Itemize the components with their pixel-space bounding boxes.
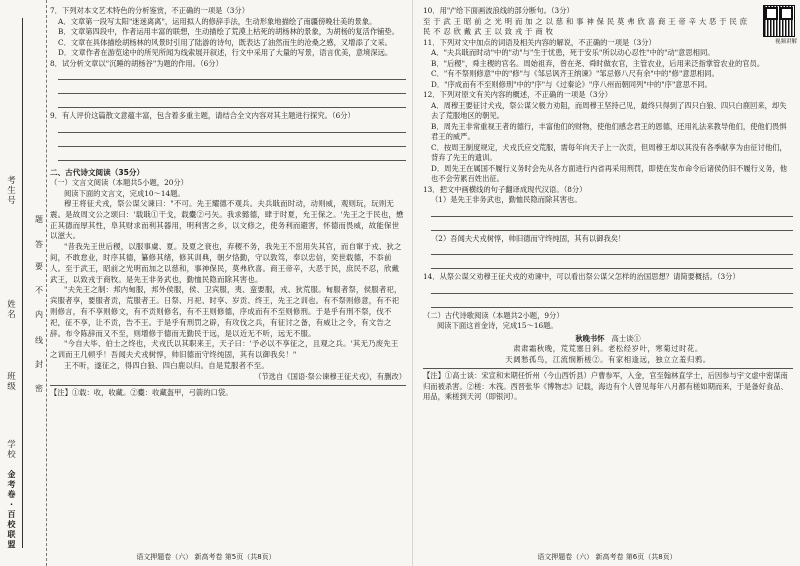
seal-char: 不 <box>35 286 43 295</box>
seal-line <box>22 18 23 548</box>
q12-option-c: C．按周王制度规定，犬戎氏应交荒服，需每年向天子上一次贡，但周穆王却以其没有各季献享为由征讨他们，背弃了先王的遗训。 <box>431 142 787 162</box>
answer-line[interactable] <box>431 244 793 255</box>
passage-paragraph: "昔我先王世后稷，以服事虞、夏。及夏之衰也，弃稷不务，我先王不窋用失其官，而自窜于戎、狄之间，不敢怠业，时序其德，纂修其绪，修其训典，朝夕恪勤，守以敦笃，奉以忠信，奕世载德，不忝前人。至于武王，昭前之光明而加之以慈和，事神保民，莫弗欣喜。商王帝辛，大恶于民，庶民不忍，欣戴武王，以致戎于商牧。是先王非务武也，勤恤民隐而除其害也。 <box>50 242 402 284</box>
q13-sentence-1: （1）是先王非务武也，勤恤民隐而除其害也。 <box>431 195 582 204</box>
answer-line[interactable] <box>58 83 406 94</box>
passage-paragraph: 穆王将征犬戎，祭公谋父谏曰："不可。先王耀德不观兵。夫兵戢而时动，动则威，观则玩，玩则无震。是故周文公之颂曰：'载戢①干戈，载櫜②弓矢。我求懿德，肆于时夏，允王保之。'先王之于民也，懋正其德而厚其性，阜其财求而利其器用，明利害之乡，以文修之，使务利而避害，怀德而畏威，故能保世以滋大。 <box>50 199 404 241</box>
right-content <box>423 6 793 403</box>
seal-char: 线 <box>35 336 43 345</box>
question-14: 14．从祭公谋父劝穆王征犬戎的劝谏中，可以看出祭公谋父怎样的治国思想？请简要概括。（3分） <box>423 272 740 281</box>
poem-subsection: （二）古代诗歌阅读（本题共2小题，9分） <box>423 310 564 320</box>
poem-instructions: 阅读下面这首金诗，完成15～16题。 <box>437 321 558 330</box>
question-13: 13．把文中画横线的句子翻译成现代汉语。（8分） <box>423 184 587 194</box>
question-8: 8．试分析文章以"沉睡的胡杨谷"为题的作用。（6分） <box>50 58 223 68</box>
seal-char: 内 <box>35 310 43 319</box>
left-content <box>50 6 406 399</box>
poem-line: 天阔愁孤鸟，江流悯断槎②。有家相逢远，独立立羞归鸦。 <box>505 354 711 364</box>
binding-margin <box>0 0 47 566</box>
seal-char: 答 <box>35 240 43 249</box>
answer-line[interactable] <box>431 206 793 217</box>
q11-option-d: D．"序成而有不至则修刑"中的"序"与《过秦论》"序八州而朝同列"中的"序"意思不同。 <box>431 79 712 89</box>
section-title: 二、古代诗文阅读（35分） <box>50 167 145 177</box>
answer-line[interactable] <box>58 136 406 147</box>
passage-paragraph: "夫先王之制：邦内甸服，邦外侯服，侯、卫宾服，夷、蛮要服，戎、狄荒服。甸服者祭，侯服者祀，宾服者享，要服者贡，荒服者王。日祭、月祀、时享、岁贡、终王，先王之训也。有不祭则修意，有不祀则修言，有不享则修文，有不贡则修名，有不王则修德，序成而有不至则修刑。于是乎有刑不祭，伐不祀，征不享，让不贡，告不王。于是乎有刑罚之辟，有攻伐之兵，有征讨之备，有威让之令，有文告之辞。布令陈辞而又不至，则增修于德而无勤民于远，是以近无不听，远无不服。 <box>50 285 402 338</box>
q12-option-d: D．周先王在属国不履行义务时会先从各方面进行内省再采用刑罚，即使在发布命令后诸侯仍旧不履行义务，他也不会劳累百姓出征。 <box>431 163 788 183</box>
poem-title: 秋晚书怀 <box>575 333 605 343</box>
class-field[interactable]: 班级 <box>7 372 16 392</box>
right-page <box>412 0 800 566</box>
publisher-label: 金考卷·百校联盟 <box>7 470 16 549</box>
poem-author: 高士谈① <box>611 333 641 343</box>
passage-paragraph: "今自大毕、伯士之终也，犬戎氏以其职来王，天子曰：'予必以不享征之，且观之兵。'其无乃废先王之训而王几顿乎！吾闻夫犬戎树惇，帅旧德而守终纯固，其有以御我矣！" <box>50 339 399 360</box>
page-footer: 语文押题卷（六） 新高考卷 第5页（共8页） <box>136 553 276 561</box>
answer-line[interactable] <box>58 122 406 133</box>
poem-note: 【注】①高士谈：宋宣和末期任忻州（今山西忻县）户曹参军，入金，官至翰林直学士，后因参与宇文虚中密谋南归而被杀害。②槎：木筏。西晋张华《博物志》记载，海边有个人曾见每年八月都有槎如期而来，于是备好食品、用品，乘槎到天河（即银河）。 <box>423 368 793 403</box>
answer-line[interactable] <box>431 283 793 294</box>
passage-note: 【注】①载：收，收藏。②櫜：收藏盔甲，弓箭的口袋。 <box>50 385 406 399</box>
poem-title-line <box>423 334 793 345</box>
question-7: 7．下列对本文艺术特色的分析鉴赏，不正确的一项是（3分） <box>50 6 250 15</box>
poem-line: 肃肃霜秋晚，荒荒塞日斜。老松经岁叶，寒菊过时花。 <box>513 344 703 353</box>
question-10: 10．用"/"给下面画波浪线的部分断句。（3分） <box>423 6 574 15</box>
question-12: 12．下列对原文有关内容的概述，不正确的一项是（3分） <box>423 90 613 99</box>
question-9: 9．有人评价这篇散文意蕴丰富，包含着多重主题，请结合全文内容对其主题进行探究。（6分） <box>50 111 355 120</box>
exam-number-field[interactable]: 考生号 <box>7 176 16 206</box>
seal-char: 密 <box>35 384 43 393</box>
q7-option-b: B．文章第四段中，作者运用丰富的联想，生动描绘了荒漠上枯死的胡杨林的景象，为胡杨的复活作铺垫。 <box>58 27 400 36</box>
q7-option-a: A．文章第一段写太阳"迷迷离离"，运用拟人的修辞手法，生动形象地描绘了南疆傍晚壮美的景象。 <box>58 16 377 26</box>
answer-line[interactable] <box>431 258 793 269</box>
q12-option-b: B．周先王非常重视王者的德行，丰富他们的财物，使他们感念君王的恩德，还用礼法来教导他们，使他们畏惧君王的威严。 <box>431 121 787 141</box>
answer-line[interactable] <box>431 297 793 308</box>
q13-sentence-2: （2）吾闻夫犬戎树惇，帅旧德而守终纯固，其有以御我矣！ <box>431 233 626 243</box>
seal-char: 题 <box>35 215 43 224</box>
seal-char: 要 <box>35 262 43 271</box>
answer-line[interactable] <box>58 150 406 161</box>
qr-label: 视频讲解 <box>774 39 797 45</box>
passage-paragraph: 王不听，遂征之，得四白狼、四白鹿以归。自是荒服者不至。 <box>64 360 269 370</box>
q10-punctuation-line: 至 于 武 王 昭 前 之 光 明 而 加 之 以 慈 和 事 神 保 民 莫 弗 欣 喜 商 王 帝 辛 大 恶 于 民 庶 民 不 忍 欣 戴 武 王 以 致 戎 于 商 牧 <box>423 16 748 36</box>
q11-option-b: B．"后稷"，舜主稷的官名。周始祖弃，曾在尧、舜时做农官，主管农业，后用来泛指掌管农业的官员。 <box>431 58 765 68</box>
answer-line[interactable] <box>431 220 793 231</box>
name-field[interactable]: 姓名 <box>7 300 16 320</box>
passage-source: （节选自《国语·祭公谏穆王征犬戎》，有删改） <box>254 371 406 381</box>
school-field[interactable]: 学校 <box>7 440 16 460</box>
page-footer: 语文押题卷（六） 新高考卷 第6页（共8页） <box>537 553 677 561</box>
question-11: 11．下列对文中加点的词语及相关内容的解说，不正确的一项是（3分） <box>423 37 656 47</box>
answer-line[interactable] <box>58 97 406 108</box>
instructions: 阅读下面的文言文，完成10～14题。 <box>64 188 185 198</box>
q11-option-a: A．"夫兵戢而时动"中的"动"与"生于忧患，死于安乐"所以动心忍性"中的"动"意思相同。 <box>431 48 715 57</box>
q11-option-c: C．"有不祭则修意"中的"修"与《邹忌讽齐王纳谏》"邹忌修八尺有余"中的"修"意思相同。 <box>431 69 719 78</box>
q7-option-d: D．文章作者在游览途中的所见所闻为线索展开叙述，行文中采用了大量的写景，语言优美，意境深远。 <box>58 48 393 57</box>
seal-char: 封 <box>35 360 43 369</box>
subsection-title: （一）文言文阅读（本题共5小题，20分） <box>50 178 188 187</box>
answer-line[interactable] <box>58 69 406 80</box>
q7-option-c: C．文章在具体描绘胡杨林的风景时引用了陆游的诗句，既表达了油然而生的沧桑之感，又增添了文采。 <box>58 37 392 47</box>
q12-option-a: A．周穆王要征讨犬戎，祭公谋父极力劝阻，而周穆王坚持己见，最终只得到了四只白狼、四只白鹿回来，却失去了荒服地区的朝见。 <box>431 100 787 120</box>
